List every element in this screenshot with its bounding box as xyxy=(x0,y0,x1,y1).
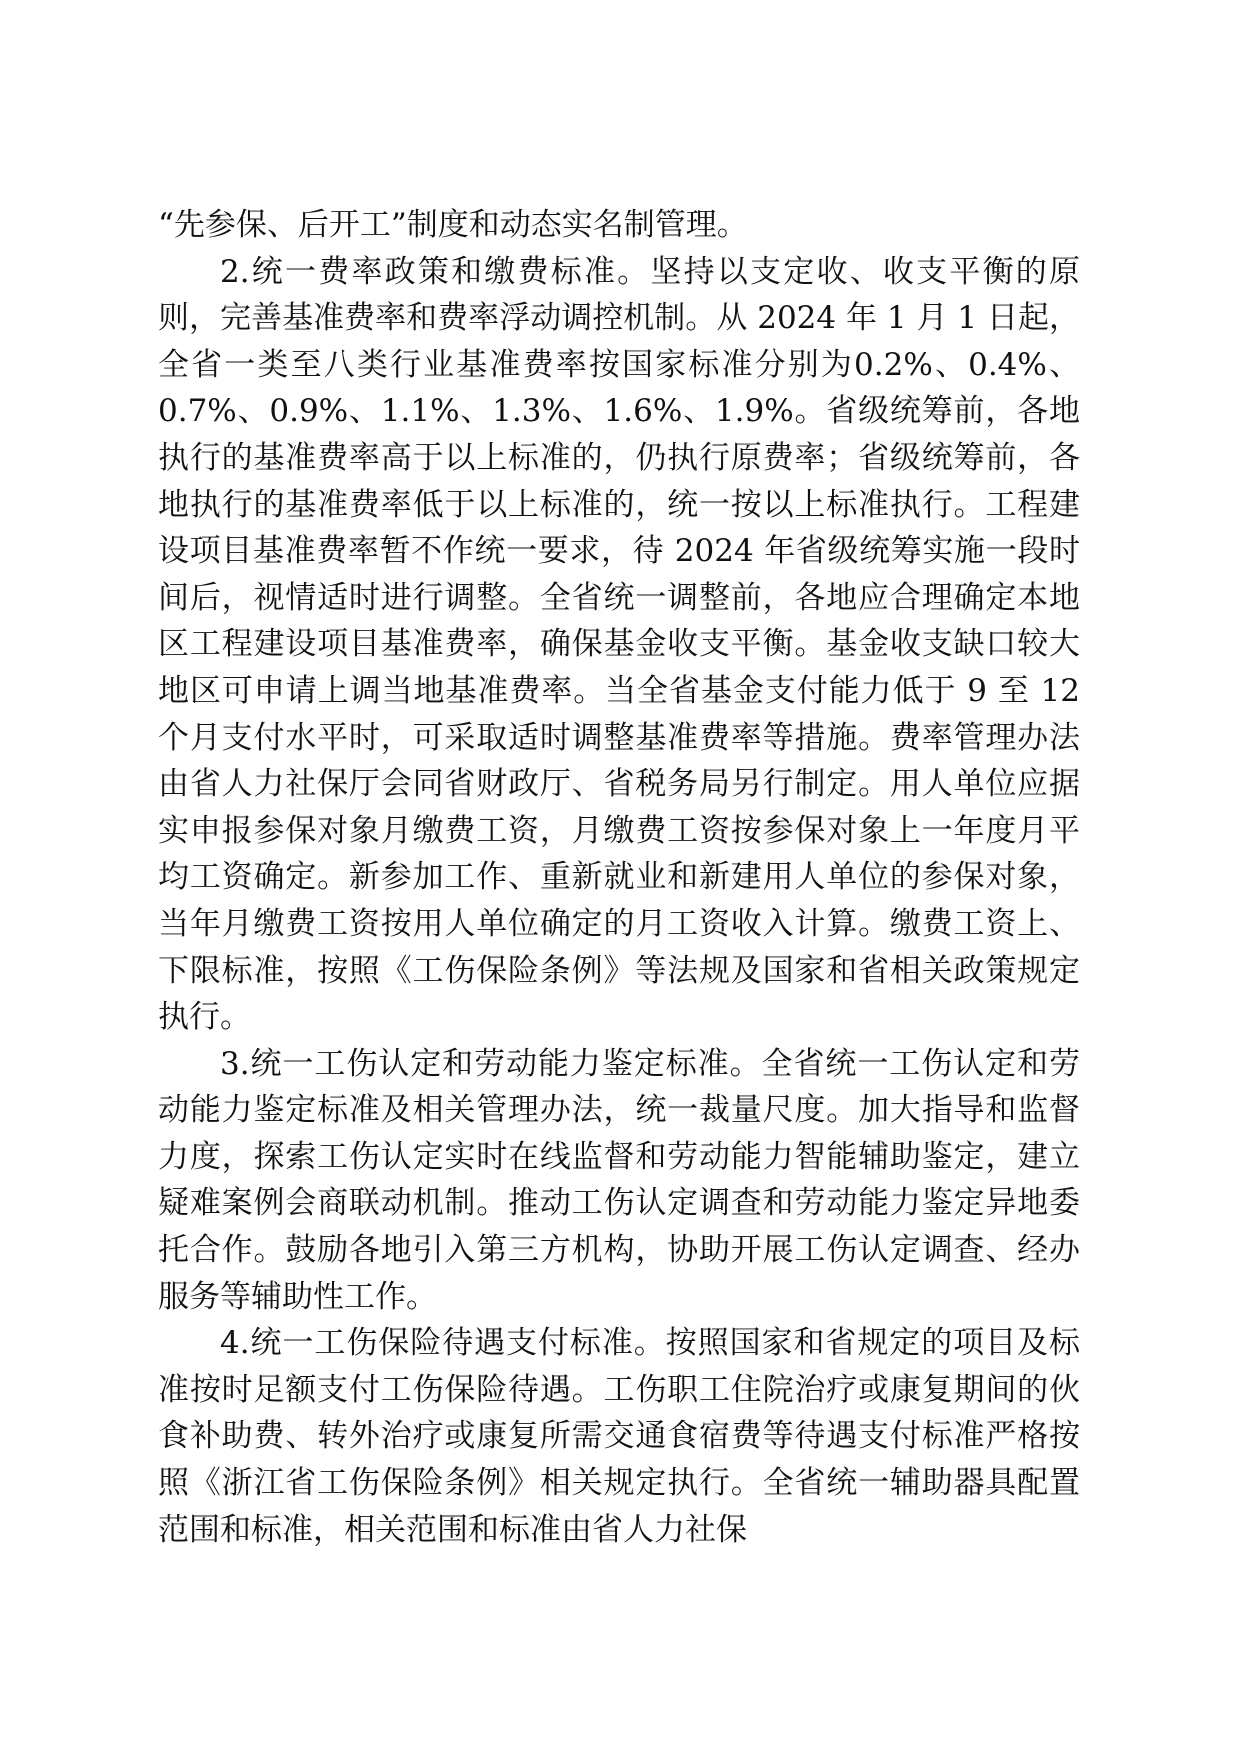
paragraph-item-3-injury-identification: 3.统一工伤认定和劳动能力鉴定标准。全省统一工伤认定和劳动能力鉴定标准及相关管理办法，统一裁量尺度。加大指导和监督力度，探索工伤认定实时在线监督和劳动能力智能辅助鉴定，建立疑难案例会商联动机制。推动工伤认定调查和劳动能力鉴定异地委托合作。鼓励各地引入第三方机构，协助开展工伤认定调查、经办服务等辅助性工作。 xyxy=(158,1045,1080,1315)
paragraph-item-2-fee-rate-policy: 2.统一费率政策和缴费标准。坚持以支定收、收支平衡的原则，完善基准费率和费率浮动调控机制。从 2024 年 1 月 1 日起，全省一类至八类行业基准费率按国家标准分别为0.2%、0.4%、0.7%、0.9%、1.1%、1.3%、1.6%、1.9%。省级统筹前，各地执行的基准费率高于以上标准的，仍执行原费率；省级统筹前，各地执行的基准费率低于以上标准的，统一按以上标准执行。工程建设项目基准费率暂不作统一要求，待 2024 年省级统筹实施一段时间后，视情适时进行调整。全省统一调整前，各地应合理确定本地区工程建设项目基准费率，确保基金收支平衡。基金收支缺口较大地区可申请上调当地基准费率。当全省基金支付能力低于 9 至 12 个月支付水平时，可采取适时调整基准费率等措施。费率管理办法由省人力社保厅会同省财政厅、省税务局另行制定。用人单位应据实申报参保对象月缴费工资，月缴费工资按参保对象上一年度月平均工资确定。新参加工作、重新就业和新建用人单位的参保对象，当年月缴费工资按用人单位确定的月工资收入计算。缴费工资上、下限标准，按照《工伤保险条例》等法规及国家和省相关政策规定执行。 xyxy=(158,253,1080,1036)
document-body xyxy=(158,202,1080,1553)
paragraph-intro-continuation: “先参保、后开工”制度和动态实名制管理。 xyxy=(158,207,748,243)
paragraph-item-4-benefit-payment: 4.统一工伤保险待遇支付标准。按照国家和省规定的项目及标准按时足额支付工伤保险待遇。工伤职工住院治疗或康复期间的伙食补助费、转外治疗或康复所需交通食宿费等待遇支付标准严格按照《浙江省工伤保险条例》相关规定执行。全省统一辅助器具配置范围和标准，相关范围和标准由省人力社保 xyxy=(158,1325,1080,1548)
